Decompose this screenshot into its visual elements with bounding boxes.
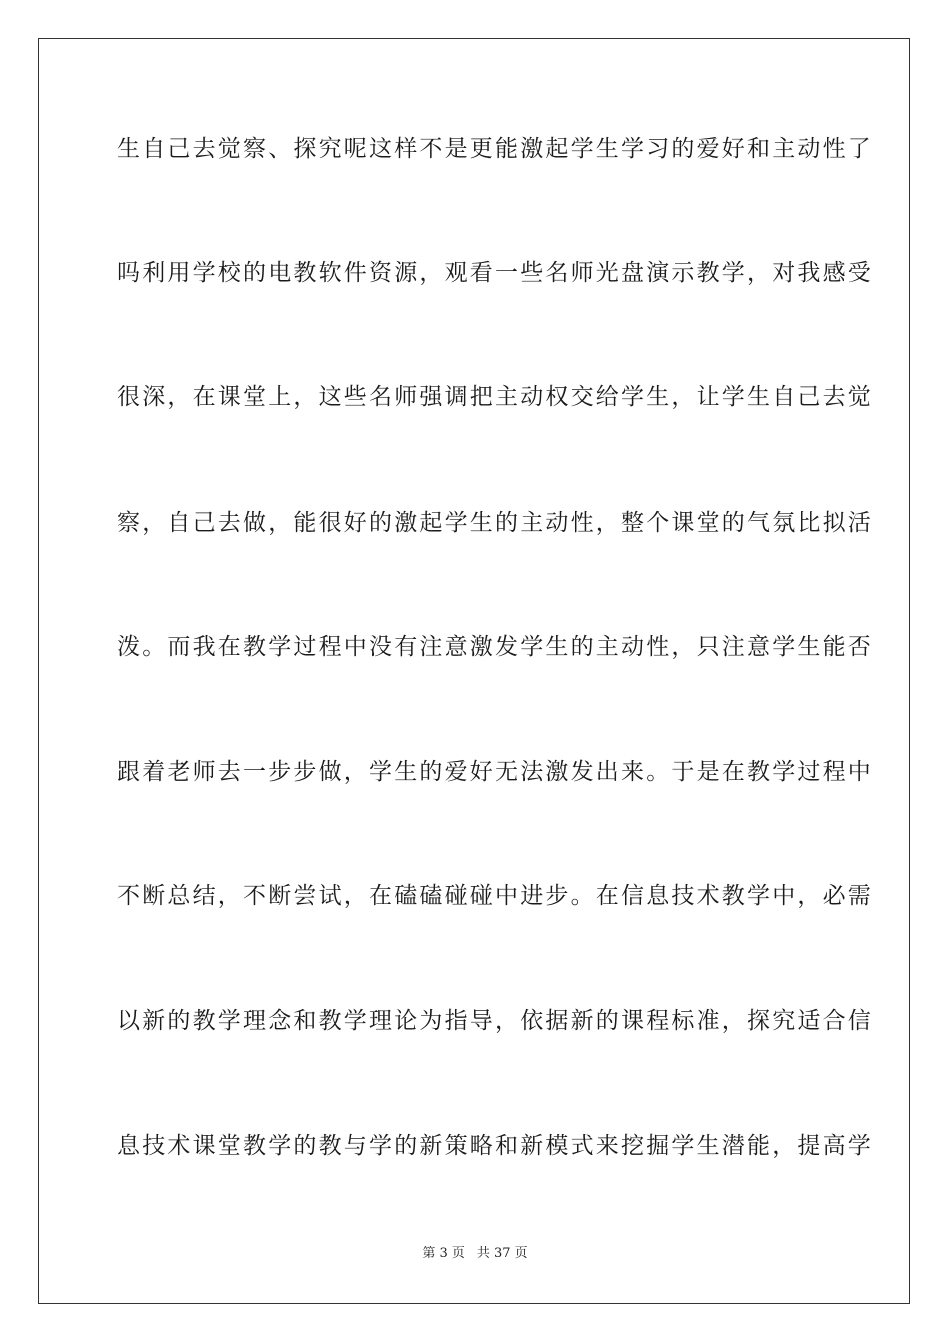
page-number: 第 3 页	[422, 1246, 465, 1261]
text-line: 生自己去觉察、探究呢这样不是更能激起学生学习的爱好和主动性了	[117, 136, 873, 162]
page-border	[38, 38, 910, 1304]
text-line: 以新的教学理念和教学理论为指导，依据新的课程标准，探究适合信	[117, 1008, 873, 1034]
text-line: 息技术课堂教学的教与学的新策略和新模式来挖掘学生潜能，提高学	[117, 1133, 873, 1159]
text-line: 很深，在课堂上，这些名师强调把主动权交给学生，让学生自己去觉	[117, 384, 873, 410]
text-line: 察，自己去做，能很好的激起学生的主动性，整个课堂的气氛比拟活	[117, 510, 873, 536]
total-pages: 共 37 页	[476, 1246, 528, 1261]
page-footer	[0, 1245, 950, 1263]
text-line: 不断总结，不断尝试，在磕磕碰碰中进步。在信息技术教学中，必需	[117, 883, 873, 909]
text-line: 跟着老师去一步步做，学生的爱好无法激发出来。于是在教学过程中	[117, 759, 873, 785]
text-line: 泼。而我在教学过程中没有注意激发学生的主动性，只注意学生能否	[117, 634, 873, 660]
text-line: 吗利用学校的电教软件资源，观看一些名师光盘演示教学，对我感受	[117, 260, 873, 286]
